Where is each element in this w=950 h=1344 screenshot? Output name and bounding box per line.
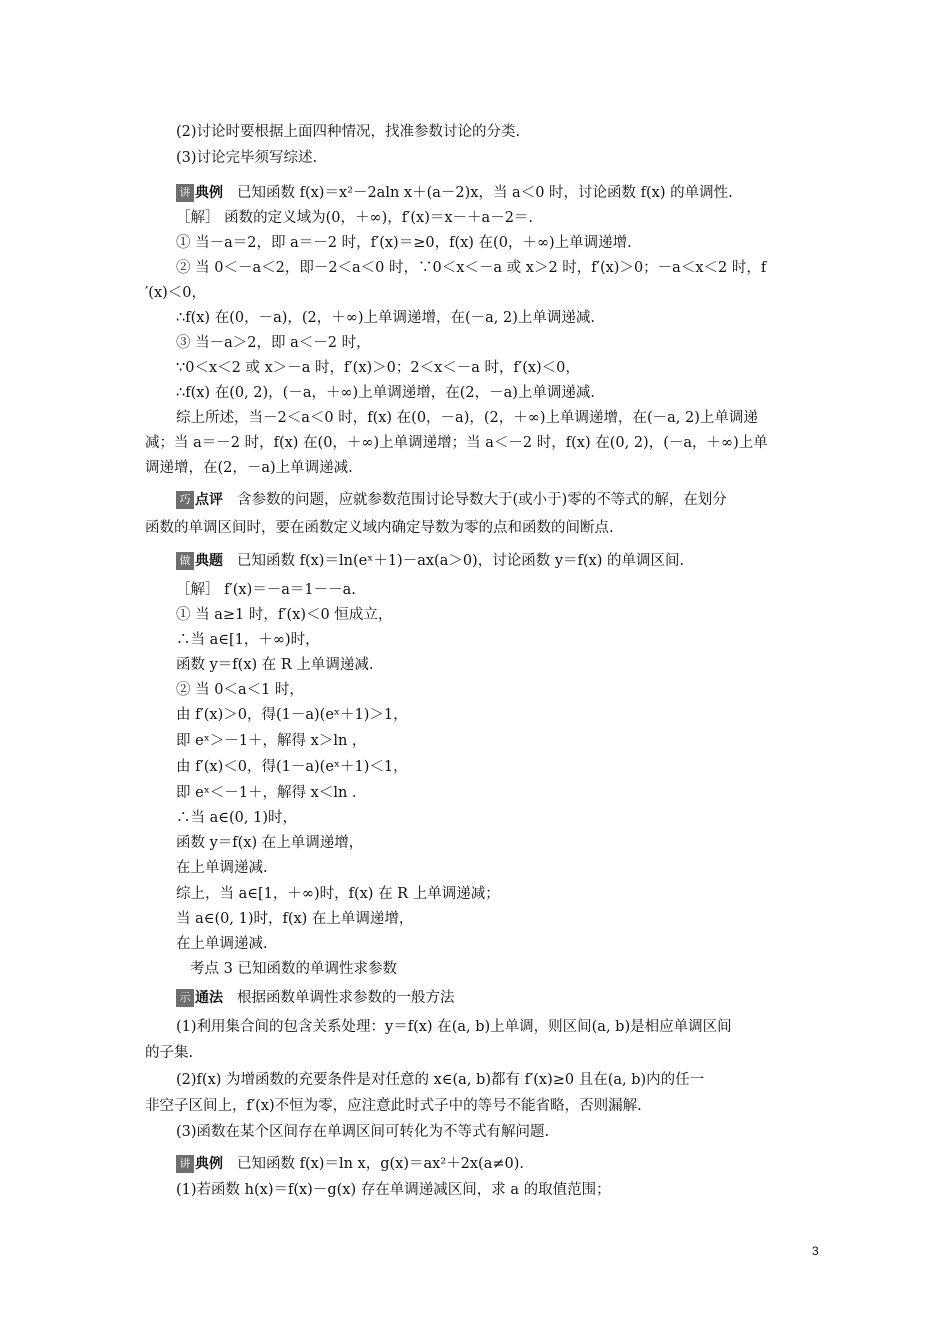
text-line: 在上单调递减.	[176, 936, 268, 952]
text-line: 已知函数 f(x)＝ln x，g(x)＝ax²＋2x(a≠0).	[237, 1156, 524, 1172]
text-line: 函数 y＝f(x) 在 R 上单调递减.	[176, 657, 374, 673]
text-line: ［解］ f′(x)＝－a＝1－－a.	[176, 582, 356, 598]
method-heading	[176, 988, 816, 1008]
text-line: ② 当 0＜a＜1 时，	[176, 682, 304, 698]
text-line: ∵0＜x＜2 或 x＞－a 时，f′(x)＞0；2＜x＜－a 时，f′(x)＜0，	[176, 360, 580, 376]
method-tag: 示 通法	[176, 988, 223, 1008]
text-line: ① 当 a≥1 时，f′(x)＜0 恒成立，	[176, 607, 393, 623]
text-line: (1)利用集合间的包含关系处理：y＝f(x) 在(a, b)上单调，则区间(a, b)是相应单调区间	[176, 1019, 732, 1035]
text-line: 由 f′(x)＜0，得(1－a)(eˣ＋1)＜1，	[176, 759, 408, 775]
text-line: ′(x)＜0，	[145, 285, 207, 301]
exercise-tag: 做 典题	[176, 551, 223, 571]
text-line: (3)函数在某个区间存在单调区间可转化为不等式有解问题.	[176, 1124, 550, 1140]
text-line: 函数的单调区间时，要在函数定义域内确定导数为零的点和函数的间断点.	[145, 520, 614, 536]
text-line: ［解］ 函数的定义域为(0，＋∞)，f′(x)＝x－＋a－2＝.	[176, 210, 534, 226]
text-line: 综上，当 a∈[1，＋∞)时，f(x) 在 R 上单调递减；	[176, 886, 500, 902]
text-line: ② 当 0＜－a＜2，即－2＜a＜0 时，∵0＜x＜－a 或 x＞2 时，f′(x)＞0；－a＜x＜2 时，f	[176, 260, 767, 276]
text-line: 即 eˣ＜－1＋，解得 x＜ln .	[176, 785, 357, 801]
text-line: 由 f′(x)＞0，得(1－a)(eˣ＋1)＞1，	[176, 707, 408, 723]
text-line: 函数 y＝f(x) 在上单调递增，	[176, 835, 364, 851]
text-line: (3)讨论完毕须写综述.	[176, 150, 318, 166]
text-line: ∴f(x) 在(0, 2)，(－a，＋∞)上单调递增，在(2，－a)上单调递减.	[176, 385, 596, 401]
text-line: ∴当 a∈(0, 1)时，	[176, 810, 297, 826]
example-heading	[176, 183, 816, 203]
comment-heading	[176, 490, 816, 510]
text-line: 根据函数单调性求参数的一般方法	[237, 990, 455, 1006]
text-line: (2)f(x) 为增函数的充要条件是对任意的 x∈(a, b)都有 f′(x)≥0 且在(a, b)内的任一	[176, 1072, 705, 1088]
text-line: 减；当 a＝－2 时，f(x) 在(0，＋∞)上单调递增；当 a＜－2 时，f(x) 在(0, 2)，(－a，＋∞)上单	[145, 435, 768, 451]
text-line: 当 a∈(0, 1)时，f(x) 在上单调递增，	[176, 911, 414, 927]
example-heading-2	[176, 1154, 816, 1174]
page-number: 3	[812, 1244, 819, 1258]
example-tag: 讲 典例	[176, 1154, 223, 1174]
text-line: ① 当－a＝2，即 a＝－2 时，f′(x)＝≥0，f(x) 在(0，＋∞)上单调递增.	[176, 235, 632, 251]
text-line: ∴f(x) 在(0，－a)，(2，＋∞)上单调递增，在(－a, 2)上单调递减.	[176, 310, 596, 326]
text-line: ③ 当－a＞2，即 a＜－2 时，	[176, 335, 371, 351]
section-title: 考点 3 已知函数的单调性求参数	[190, 961, 397, 977]
comment-tag: 巧 点评	[176, 490, 223, 510]
text-line: 已知函数 f(x)＝x²－2aln x＋(a－2)x，当 a＜0 时，讨论函数 f(x) 的单调性.	[237, 185, 733, 201]
text-line: (2)讨论时要根据上面四种情况，找准参数讨论的分类.	[176, 124, 521, 140]
exercise-heading	[176, 551, 816, 571]
text-line: ∴当 a∈[1，＋∞)时，	[176, 632, 320, 648]
text-line: 已知函数 f(x)＝ln(eˣ＋1)－ax(a＞0)，讨论函数 y＝f(x) 的单调区间.	[237, 553, 685, 569]
text-line: 在上单调递减.	[176, 860, 268, 876]
text-line: 综上所述，当－2＜a＜0 时，f(x) 在(0，－a)，(2，＋∞)上单调递增，在(－a, 2)上单调递	[176, 410, 758, 426]
text-line: 即 eˣ＞－1＋，解得 x＞ln ，	[176, 733, 367, 749]
text-line: 非空子区间上，f′(x)不恒为零，应注意此时式子中的等号不能省略，否则漏解.	[145, 1098, 642, 1114]
text-line: 的子集.	[145, 1045, 194, 1061]
example-tag: 讲 典例	[176, 183, 223, 203]
text-line: 调递增，在(2，－a)上单调递减.	[145, 460, 353, 476]
text-line: 含参数的问题，应就参数范围讨论导数大于(或小于)零的不等式的解，在划分	[237, 492, 727, 508]
text-line: (1)若函数 h(x)＝f(x)－g(x) 存在单调递减区间，求 a 的取值范围；	[176, 1182, 611, 1198]
